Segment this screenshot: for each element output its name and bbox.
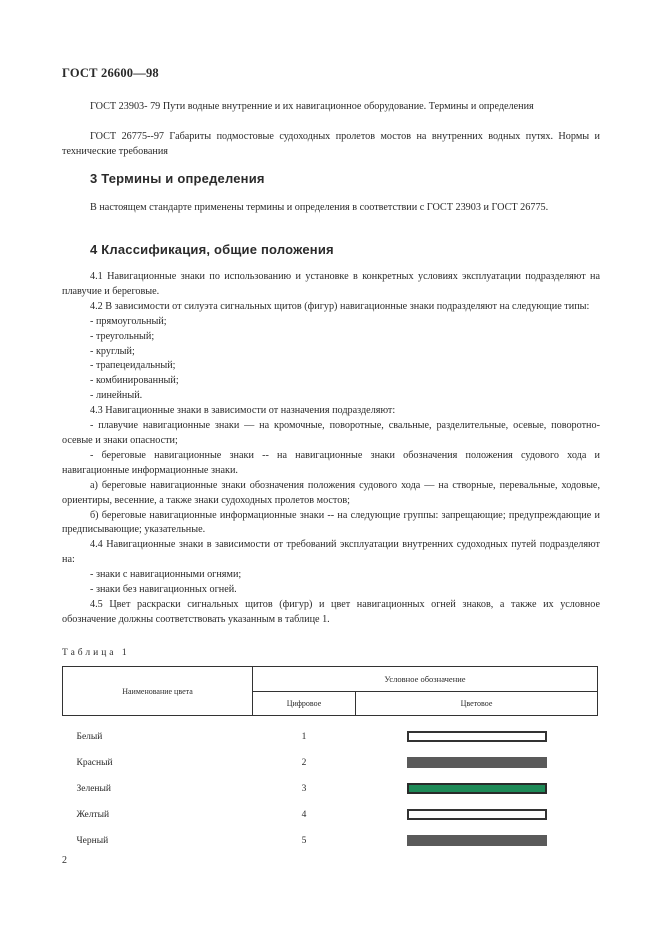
section-4-paragraph: 4.3 Навигационные знаки в зависимости от назначения подразделяют: bbox=[90, 405, 396, 417]
header-color: Цветовое bbox=[356, 692, 598, 716]
color-name-cell: Красный bbox=[76, 757, 113, 768]
section-4-paragraph: - линейный. bbox=[90, 390, 143, 402]
color-code-cell: 1 bbox=[301, 731, 307, 742]
section-4-paragraph: - прямоугольный; bbox=[90, 315, 167, 327]
color-code-cell: 4 bbox=[301, 809, 307, 820]
section-4-paragraph: - знаки с навигационными огнями; bbox=[90, 569, 242, 581]
color-table-body bbox=[63, 716, 598, 854]
color-swatch-cell bbox=[356, 776, 598, 802]
color-swatch bbox=[407, 757, 547, 768]
table-row bbox=[63, 776, 598, 802]
table-row bbox=[63, 828, 598, 854]
section-3-text: В настоящем стандарте применены термины и определения в соответствии с ГОСТ 23903 и ГОСТ 26775. bbox=[90, 202, 549, 213]
color-name-cell: Черный bbox=[76, 835, 109, 846]
section-4-body bbox=[62, 270, 600, 628]
color-name-cell: Зеленый bbox=[76, 783, 111, 794]
color-swatch bbox=[407, 809, 547, 820]
section-4-paragraph: - круглый; bbox=[90, 345, 135, 357]
table-row bbox=[63, 724, 598, 750]
color-swatch bbox=[407, 783, 547, 794]
reference-gost-23903: ГОСТ 23903- 79 Пути водные внутренние и их навигационное оборудование. Термины и определения bbox=[90, 101, 534, 112]
color-code-cell: 3 bbox=[301, 783, 307, 794]
table-caption: Таблица 1 bbox=[62, 648, 130, 658]
section-4-paragraph: - береговые навигационные знаки -- на навигационные знаки обозначения положения судового хода и навигационные информационные знаки. bbox=[62, 449, 600, 476]
table-row bbox=[63, 802, 598, 828]
header-color-name: Наименование цвета bbox=[63, 667, 253, 716]
reference-gost-26775: ГОСТ 26775--97 Габариты подмостовые судоходных пролетов мостов на внутренних водных путях. Нормы и технические требования bbox=[62, 131, 600, 158]
section-3-heading: 3 Термины и определения bbox=[90, 171, 265, 186]
section-4-paragraph: 4.1 Навигационные знаки по использованию и установке в конкретных условиях эксплуатации подразделяют на плавучие и береговые. bbox=[62, 271, 600, 297]
section-4-paragraph: - знаки без навигационных огней. bbox=[90, 584, 237, 596]
color-swatch-cell bbox=[356, 724, 598, 750]
table-row bbox=[63, 750, 598, 776]
section-4-paragraph: б) береговые навигационные информационные знаки -- на следующие группы: запрещающие; предупреждающие и предписывающие; указательные. bbox=[62, 509, 600, 536]
section-4-paragraph: - комбинированный; bbox=[90, 375, 179, 387]
document-code-header: ГОСТ 26600—98 bbox=[62, 66, 159, 80]
color-table bbox=[62, 666, 598, 854]
color-swatch-cell bbox=[356, 750, 598, 776]
header-symbol-group: Условное обозначение bbox=[253, 667, 598, 692]
color-swatch bbox=[407, 835, 547, 846]
color-code-cell: 2 bbox=[301, 757, 307, 768]
section-4-heading: 4 Классификация, общие положения bbox=[90, 242, 334, 257]
header-digital: Цифровое bbox=[253, 692, 356, 716]
section-4-paragraph: - плавучие навигационные знаки — на кромочные, поворотные, свальные, разделительные, осевые, поворотно-осевые и знаки опасности; bbox=[62, 420, 600, 446]
color-code-cell: 5 bbox=[301, 835, 307, 846]
section-4-paragraph: а) береговые навигационные знаки обозначения положения судового хода — на створные, перевальные, ходовые, ориентиры, весенние, а также знаки судоходных пролетов мостов; bbox=[62, 479, 600, 506]
section-4-paragraph: 4.2 В зависимости от силуэта сигнальных щитов (фигур) навигационные знаки подразделяют на следующие типы: bbox=[90, 300, 590, 312]
section-4-paragraph: - треугольный; bbox=[90, 330, 155, 342]
color-name-cell: Желтый bbox=[76, 809, 110, 820]
section-4-paragraph: 4.5 Цвет раскраски сигнальных щитов (фигур) и цвет навигационных огней знаков, а также их условное обозначение должны соответствовать указанным в таблице 1. bbox=[62, 598, 600, 625]
color-name-cell: Белый bbox=[76, 731, 103, 742]
color-swatch-cell bbox=[356, 802, 598, 828]
color-swatch bbox=[407, 731, 547, 742]
color-swatch-cell bbox=[356, 828, 598, 854]
page-number: 2 bbox=[62, 855, 67, 866]
section-4-paragraph: - трапецеидальный; bbox=[90, 360, 176, 372]
section-4-paragraph: 4.4 Навигационные знаки в зависимости от требований эксплуатации внутренних судоходных путей подразделяют на: bbox=[62, 539, 600, 566]
